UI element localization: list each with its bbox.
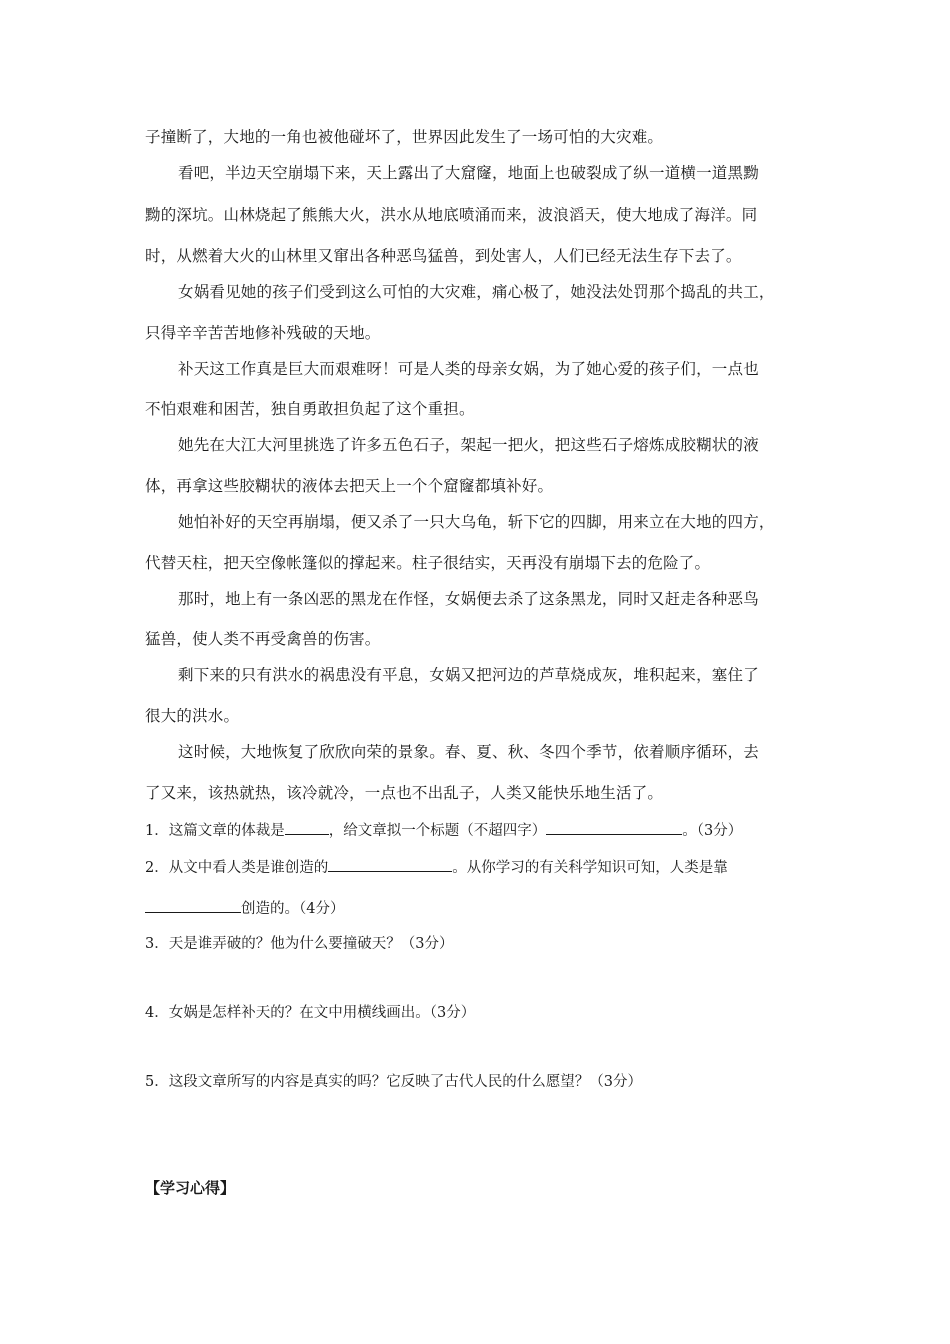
question-3: 3．天是谁弄破的？他为什么要撞破天？（3分） xyxy=(145,936,454,952)
question-2-text-b: 。从你学习的有关科学知识可知，人类是靠 xyxy=(452,860,728,876)
question-1-text-b: ，给文章拟一个标题（不超四字） xyxy=(328,823,547,839)
passage-line-4: 时，从燃着大火的山林里又窜出各种恶鸟猛兽，到处害人，人们已经无法生存下去了。 xyxy=(145,247,742,265)
answer-blank-title[interactable] xyxy=(546,819,682,835)
answer-blank-genre[interactable] xyxy=(285,819,329,835)
passage-line-18: 了又来，该热就热，该冷就冷，一点也不出乱子，人类又能快乐地生活了。 xyxy=(145,784,664,802)
passage-line-6: 只得辛辛苦苦地修补残破的天地。 xyxy=(145,324,381,342)
passage-line-11: 她怕补好的天空再崩塌，便又杀了一只大乌龟，斩下它的四脚，用来立在大地的四方， xyxy=(178,513,775,531)
question-1 xyxy=(145,819,825,842)
passage-line-14: 猛兽，使人类不再受禽兽的伤害。 xyxy=(145,630,381,648)
question-1-text-a: 1．这篇文章的体裁是 xyxy=(145,823,285,839)
passage-line-13: 那时，地上有一条凶恶的黑龙在作怪，女娲便去杀了这条黑龙，同时又赶走各种恶鸟 xyxy=(178,590,759,608)
passage-line-3: 黝的深坑。山林烧起了熊熊大火，洪水从地底喷涌而来，波浪滔天，使大地成了海洋。同 xyxy=(145,206,758,224)
passage-line-12: 代替天柱，把天空像帐篷似的撑起来。柱子很结实，天再没有崩塌下去的危险了。 xyxy=(145,554,711,572)
passage-line-1: 子撞断了，大地的一角也被他碰坏了，世界因此发生了一场可怕的大灾难。 xyxy=(145,128,664,146)
study-notes-heading: 【学习心得】 xyxy=(145,1179,236,1197)
passage-line-15: 剩下来的只有洪水的祸患没有平息，女娲又把河边的芦草烧成灰，堆积起来，塞住了 xyxy=(178,666,759,684)
answer-blank-creator[interactable] xyxy=(328,856,452,872)
passage-line-17: 这时候，大地恢复了欣欣向荣的景象。春、夏、秋、冬四个季节，依着顺序循环，去 xyxy=(178,743,759,761)
passage-line-10: 体，再拿这些胶糊状的液体去把天上一个个窟窿都填补好。 xyxy=(145,477,554,495)
question-2-text-c: 创造的。（4分） xyxy=(241,901,345,917)
answer-blank-science[interactable] xyxy=(145,897,241,913)
passage-line-16: 很大的洪水。 xyxy=(145,707,240,725)
question-4: 4．女娲是怎样补天的？在文中用横线画出。（3分） xyxy=(145,1005,476,1021)
question-5: 5．这段文章所写的内容是真实的吗？它反映了古代人民的什么愿望？（3分） xyxy=(145,1074,642,1090)
passage-line-2: 看吧，半边天空崩塌下来，天上露出了大窟窿，地面上也破裂成了纵一道横一道黑黝 xyxy=(178,164,759,182)
question-2-text-a: 2．从文中看人类是谁创造的 xyxy=(145,860,329,876)
question-2 xyxy=(145,856,825,879)
question-1-text-c: 。（3分） xyxy=(682,823,743,839)
passage-line-5: 女娲看见她的孩子们受到这么可怕的大灾难，痛心极了，她没法处罚那个捣乱的共工， xyxy=(178,283,775,301)
passage-line-9: 她先在大江大河里挑选了许多五色石子，架起一把火，把这些石子熔炼成胶糊状的液 xyxy=(178,436,759,454)
passage-line-8: 不怕艰难和困苦，独自勇敢担负起了这个重担。 xyxy=(145,400,475,418)
question-2-continued xyxy=(145,897,825,920)
passage-line-7: 补天这工作真是巨大而艰难呀！可是人类的母亲女娲，为了她心爱的孩子们，一点也 xyxy=(178,360,759,378)
